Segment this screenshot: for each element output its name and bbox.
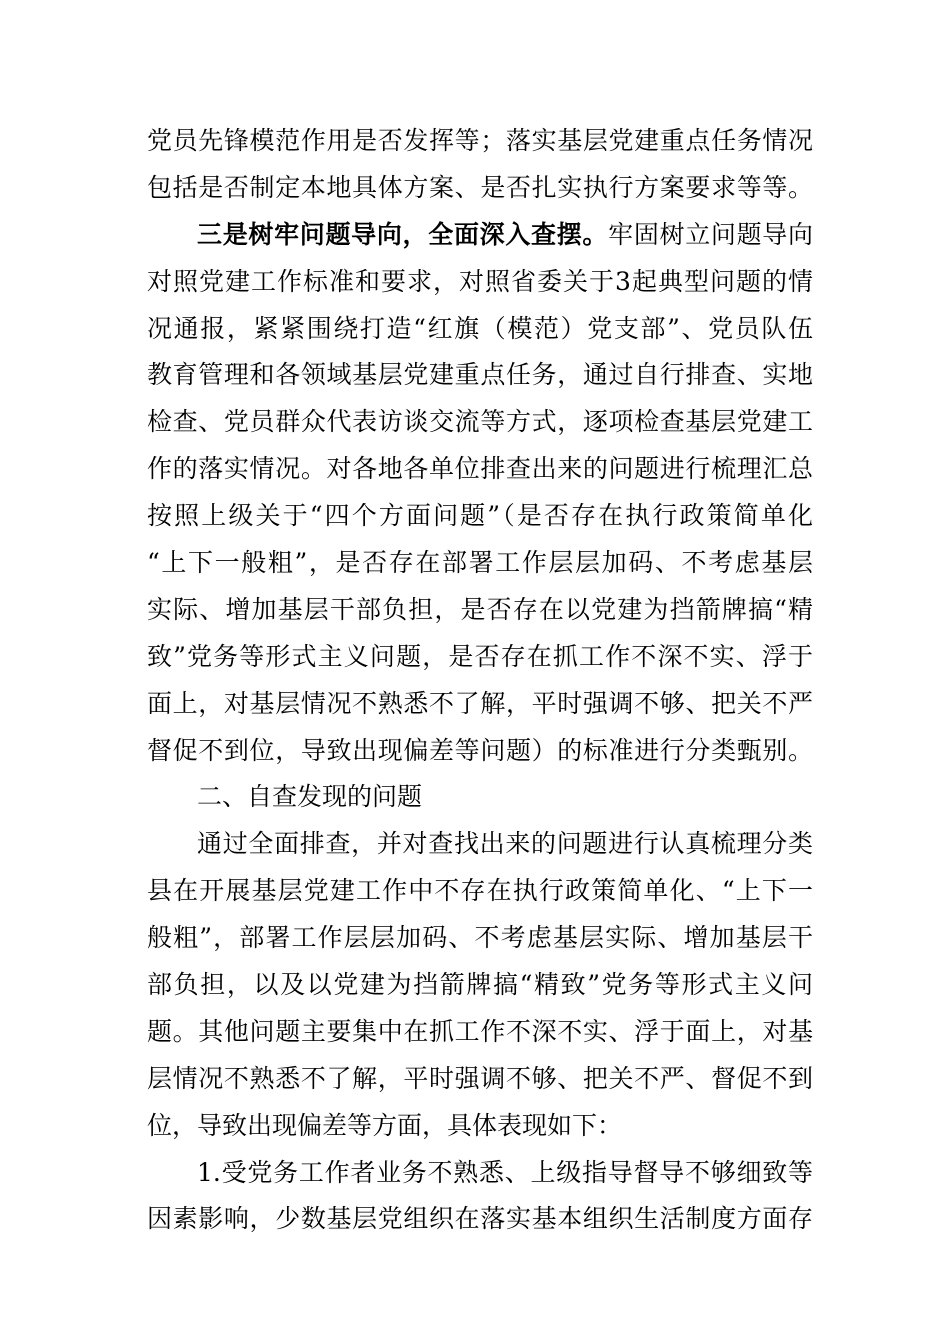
paragraph-line-12: 致”党务等形式主义问题，是否存在抓工作不深不实、浮于 — [147, 641, 813, 671]
paragraph-line-21: 层情况不熟悉不了解，平时强调不够、把关不严、督促不到 — [147, 1063, 813, 1093]
paragraph-line-11: 实际、增加基层干部负担，是否存在以党建为挡箭牌搞“精 — [147, 594, 813, 624]
paragraph-line-3-text: 牢固树立问题导向 — [608, 219, 813, 249]
paragraph-line-16: 通过全面排查，并对查找出来的问题进行认真梳理分类 — [197, 829, 813, 859]
paragraph-line-14: 督促不到位，导致出现偏差等问题）的标准进行分类甄别。 — [147, 735, 813, 765]
paragraph-line-5: 况通报，紧紧围绕打造“红旗（模范）党支部”、党员队伍 — [147, 313, 813, 343]
paragraph-line-8: 作的落实情况。对各地各单位排查出来的问题进行梳理汇总 — [147, 454, 813, 484]
paragraph-line-18: 般粗”，部署工作层层加码、不考虑基层实际、增加基层干 — [147, 923, 813, 953]
paragraph-line-17: 县在开展基层党建工作中不存在执行政策简单化、“上下一 — [147, 876, 813, 906]
paragraph-line-13: 面上，对基层情况不熟悉不了解，平时强调不够、把关不严 — [147, 688, 813, 718]
paragraph-line-1: 党员先锋模范作用是否发挥等；落实基层党建重点任务情况 — [147, 126, 813, 155]
paragraph-line-22: 位，导致出现偏差等方面，具体表现如下： — [147, 1110, 623, 1140]
paragraph-line-4: 对照党建工作标准和要求，对照省委关于3起典型问题的情 — [147, 266, 813, 296]
paragraph-line-24: 因素影响，少数基层党组织在落实基本组织生活制度方面存 — [147, 1204, 813, 1234]
paragraph-line-3 — [147, 212, 813, 259]
paragraph-line-10: “上下一般粗”，是否存在部署工作层层加码、不考虑基层 — [147, 548, 813, 578]
section-heading: 二、自查发现的问题 — [197, 782, 423, 812]
paragraph-line-2: 包括是否制定本地具体方案、是否扎实执行方案要求等等。 — [147, 172, 813, 202]
document-body — [147, 118, 813, 1243]
paragraph-line-23: 1.受党务工作者业务不熟悉、上级指导督导不够细致等 — [197, 1157, 813, 1187]
paragraph-line-7: 检查、党员群众代表访谈交流等方式，逐项检查基层党建工 — [147, 407, 813, 437]
bold-lead-heading: 三是树牢问题导向，全面深入查摆。 — [197, 219, 609, 249]
paragraph-line-9: 按照上级关于“四个方面问题”（是否存在执行政策简单化 — [147, 501, 813, 531]
paragraph-line-20: 题。其他问题主要集中在抓工作不深不实、浮于面上，对基 — [147, 1016, 813, 1046]
paragraph-line-19: 部负担，以及以党建为挡箭牌搞“精致”党务等形式主义问 — [147, 970, 813, 1000]
paragraph-line-6: 教育管理和各领域基层党建重点任务，通过自行排查、实地 — [147, 360, 813, 390]
